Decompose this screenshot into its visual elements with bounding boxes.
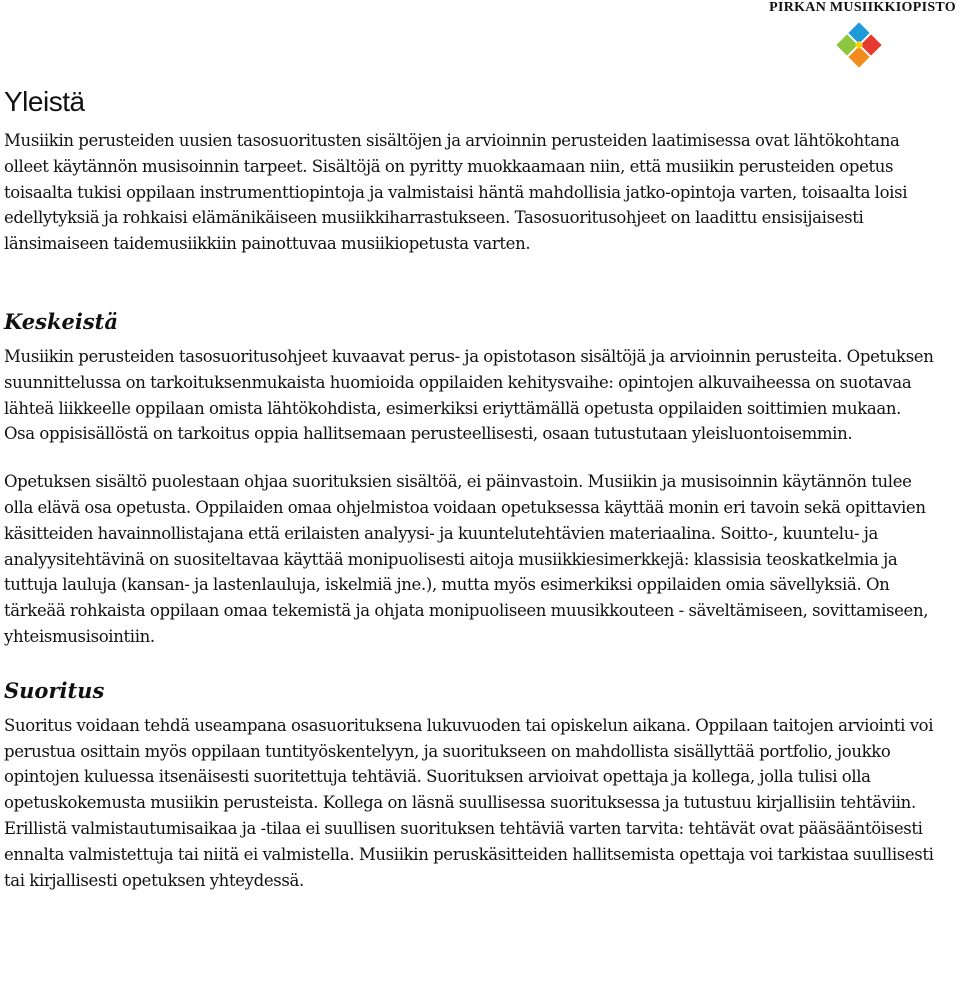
brand-name: PIRKAN MUSIIKKIOPISTO (769, 0, 956, 15)
section-keskeista (4, 309, 934, 650)
document-body (4, 86, 934, 893)
paragraph-keskeista-1: Musiikin perusteiden tasosuoritusohjeet kuvaavat perus- ja opistotason sisältöjä ja arvioinnin perusteita. Opetuksen suunnittelussa on tarkoituksenmukaista huomioida oppilaiden kehitysvaihe: opintojen alkuvaiheessa on suotavaa lähteä liikkeelle oppilaan omista lähtökohdista, esimerkiksi eriyttämällä opetusta oppilaiden soittimien mukaan. Osa oppisisällöstä on tarkoitus oppia hallitsemaan perusteellisesti, osaan tutustutaan yleisluontoisemmin. (4, 346, 934, 444)
section-heading-yleista: Yleistä (4, 86, 85, 117)
paragraph-yleista: Musiikin perusteiden uusien tasosuoritusten sisältöjen ja arvioinnin perusteiden laatimisessa ovat lähtökohtana olleet käytännön musisoinnin tarpeet. Sisältöjä on pyritty muokkaamaan niin, että musiikin perusteiden opetus toisaalta tukisi oppilaan instrumenttiopintoja ja valmistaisi häntä mahdollisia jatko-opintoja varten, toisaalta loisi edellytyksiä ja rohkaisi elämänikäiseen musiikkiharrastukseen. Tasosuoritusohjeet on laadittu ensisijaisesti länsimaiseen taidemusiikkiin painottuvaa musiikiopetusta varten. (4, 131, 908, 254)
section-heading-keskeista: Keskeistä (4, 308, 118, 334)
diamond-logo-icon (834, 20, 884, 70)
logo-segment-yellow (855, 41, 863, 49)
paragraph-keskeista-2: Opetuksen sisältö puolestaan ohjaa suorituksien sisältöä, ei päinvastoin. Musiikin ja musisoinnin käytännön tulee olla elävä osa opetusta. Oppilaiden omaa ohjelmistoa voidaan opetuksessa käyttää monin eri tavoin sekä opittavien käsitteiden havainnollistajana että erilaisten analyysi- ja kuuntelutehtävien materiaalina. Soitto-, kuuntelu- ja analyysitehtävinä on suositeltavaa käyttää monipuolisesti aitoja musiikkiesimerkkejä: klassisia teoskatkelmia ja tuttuja lauluja (kansan- ja lastenlauluja, iskelmiä jne.), mutta myös esimerkiksi oppilaiden omia sävellyksiä. On tärkeää rohkaista oppilaan omaa tekemistä ja ohjata monipuoliseen muusikkouteen - säveltämiseen, sovittamiseen, yhteismusisointiin. (4, 472, 929, 646)
section-heading-suoritus: Suoritus (4, 677, 105, 703)
section-yleista (4, 86, 934, 257)
paragraph-suoritus: Suoritus voidaan tehdä useampana osasuorituksena lukuvuoden tai opiskelun aikana. Oppilaan taitojen arviointi voi perustua osittain myös oppilaan tuntityöskentelyyn, ja suoritukseen on mahdollista sisällyttää portfolio, joukko opintojen kuluessa itsenäisesti suoritettuja tehtäviä. Suorituksen arvioivat opettaja ja kollega, jolla tulisi olla opetuskokemusta musiikin perusteista. Kollega on läsnä suullisessa suorituksessa ja tutustuu kirjallisiin tehtäviin. Erillistä valmistautumisaikaa ja -tilaa ei suullisen suorituksen tehtäviä varten tarvita: tehtävät ovat pääsääntöisesti ennalta valmistettuja tai niitä ei valmistella. Musiikin peruskäsitteiden hallitsemista opettaja voi tarkistaa suullisesti tai kirjallisesti opetuksen yhteydessä. (4, 715, 934, 890)
section-suoritus (4, 678, 934, 894)
